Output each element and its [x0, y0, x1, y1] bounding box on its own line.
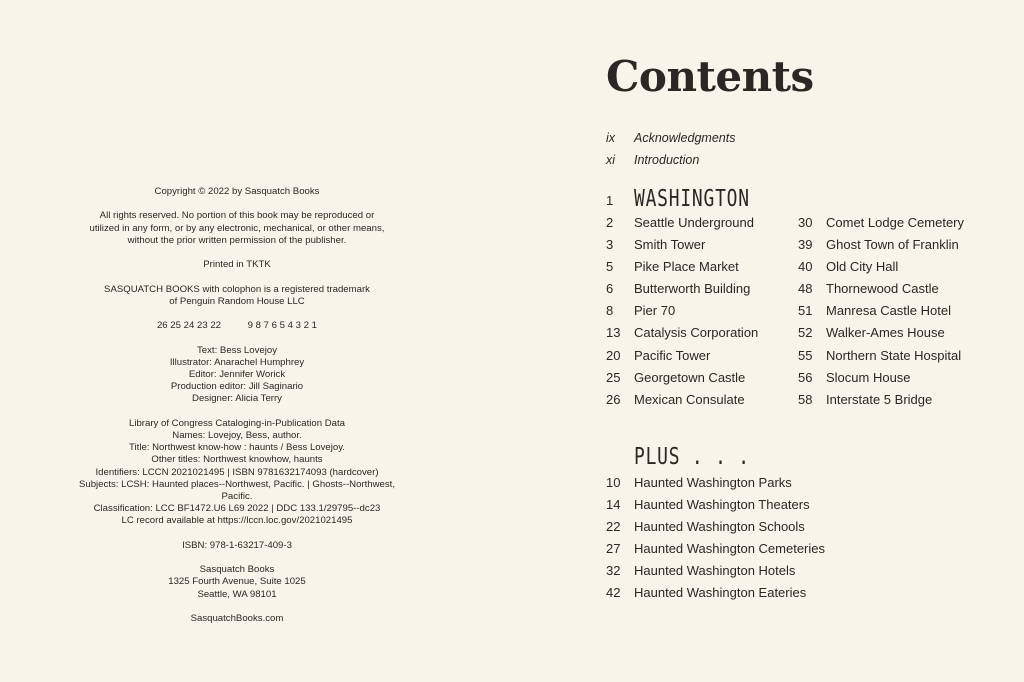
copyright-page	[62, 186, 412, 637]
toc-entry[interactable]	[606, 472, 825, 494]
section-plus	[606, 442, 825, 605]
toc-entry[interactable]	[606, 345, 798, 367]
toc-entry[interactable]	[798, 300, 1008, 322]
toc-entry-title: Seattle Underground	[634, 215, 754, 230]
toc-entry-title: Georgetown Castle	[634, 369, 746, 385]
toc-page-number: 10	[606, 475, 621, 490]
toc-page-number: 40	[798, 259, 813, 275]
toc-entry-title: Acknowledgments	[634, 131, 736, 145]
toc-entry-title: Northern State Hospital	[826, 347, 962, 363]
toc-page-number: ix	[606, 131, 616, 145]
toc-page-number: 55	[798, 347, 813, 363]
toc-page-number: 52	[798, 325, 813, 341]
toc-entry[interactable]	[606, 256, 798, 278]
toc-entry[interactable]	[798, 367, 1008, 389]
toc-entry-title: Comet Lodge Cemetery	[826, 215, 965, 230]
toc-entry-title: Pike Place Market	[634, 259, 739, 275]
toc-page-number: 2	[606, 215, 614, 230]
toc-entry[interactable]	[606, 494, 825, 516]
toc-page-number: 42	[606, 585, 621, 601]
section-heading: PLUS . . .	[634, 444, 750, 470]
credits: Text: Bess Lovejoy Illustrator: Anarachel Humphrey Editor: Jennifer Worick Production editor: Jill Saginario Designer: Alicia Terry	[169, 344, 305, 405]
toc-entry-title: Introduction	[634, 153, 700, 168]
toc-page-number: 51	[798, 303, 813, 319]
toc-entry[interactable]	[606, 516, 825, 538]
toc-entry[interactable]	[606, 300, 798, 322]
toc-entry-title: Thornewood Castle	[826, 281, 939, 297]
section-heading: WASHINGTON	[634, 186, 750, 212]
toc-page-number: 13	[606, 325, 621, 341]
washington-column-1	[606, 212, 798, 411]
toc-page-number: 5	[606, 259, 614, 275]
toc-page-number: 32	[606, 563, 621, 579]
toc-page-number: 25	[606, 369, 621, 385]
toc-entry-title: Haunted Washington Parks	[634, 475, 792, 490]
section-heading-row	[606, 442, 825, 472]
toc-entry-title: Haunted Washington Schools	[634, 519, 805, 535]
toc-entry-title: Smith Tower	[634, 237, 706, 253]
washington-column-2	[798, 212, 1008, 411]
toc-entry[interactable]	[606, 389, 798, 411]
washington-columns	[606, 212, 1008, 411]
toc-entry-title: Ghost Town of Franklin	[826, 237, 959, 253]
toc-entry-title: Pier 70	[634, 303, 676, 319]
isbn: ISBN: 978-1-63217-409-3	[182, 539, 292, 551]
printing-line	[62, 320, 412, 332]
toc-entry-title: Haunted Washington Theaters	[634, 497, 810, 513]
printed-in: Printed in TKTK	[203, 259, 271, 271]
toc-entry[interactable]	[606, 367, 798, 389]
toc-page-number: 3	[606, 237, 614, 253]
toc-entry[interactable]	[606, 149, 735, 171]
toc-entry-title: Old City Hall	[826, 259, 899, 275]
toc-entry[interactable]	[798, 389, 1008, 411]
toc-entry-title: Haunted Washington Eateries	[634, 585, 807, 601]
toc-entry-title: Butterworth Building	[634, 281, 751, 297]
printing-numbers: 9 8 7 6 5 4 3 2 1	[247, 320, 318, 332]
copyright-line: Copyright © 2022 by Sasquatch Books	[154, 186, 320, 197]
toc-entry[interactable]	[798, 256, 1008, 278]
toc-entry[interactable]	[606, 582, 825, 604]
section-washington	[606, 182, 1008, 411]
toc-page-number: 30	[798, 215, 813, 230]
toc-entry[interactable]	[606, 322, 798, 344]
publisher-website: SasquatchBooks.com	[190, 612, 284, 624]
toc-entry[interactable]	[798, 345, 1008, 367]
toc-page-number: 39	[798, 237, 813, 253]
toc-entry[interactable]	[606, 538, 825, 560]
trademark-notice: SASQUATCH BOOKS with colophon is a registered trademark of Penguin Random House LLC	[104, 283, 370, 307]
toc-entry-title: Mexican Consulate	[634, 391, 745, 407]
toc-entry-title: Pacific Tower	[634, 347, 711, 363]
toc-entry-title: Haunted Washington Hotels	[634, 563, 796, 579]
toc-entry[interactable]	[606, 278, 798, 300]
toc-page-number: 48	[798, 281, 813, 297]
toc-page-number: 1	[606, 193, 614, 208]
toc-entry-title: Manresa Castle Hotel	[826, 303, 951, 319]
toc-entry-title: Haunted Washington Cemeteries	[634, 541, 826, 557]
toc-page-number: 14	[606, 497, 621, 513]
toc-page-number: 56	[798, 369, 813, 385]
front-matter-list	[606, 127, 735, 171]
rights-notice: All rights reserved. No portion of this book may be reproduced or utilized in any form, or by any electronic, mechanical, or other means, without the prior written permission of the publisher.	[89, 210, 385, 246]
toc-entry-title: Catalysis Corporation	[634, 325, 759, 341]
printing-years: 26 25 24 23 22	[156, 320, 221, 332]
toc-entry-title: Interstate 5 Bridge	[826, 391, 933, 407]
toc-entry[interactable]	[606, 212, 798, 234]
toc-page-number: 26	[606, 391, 621, 407]
toc-page-number: xi	[606, 153, 616, 168]
section-heading-row[interactable]	[606, 182, 1008, 212]
toc-entry-title: Slocum House	[826, 369, 911, 385]
publisher-address: Sasquatch Books 1325 Fourth Avenue, Suite 1025 Seattle, WA 98101	[168, 564, 306, 600]
toc-entry[interactable]	[606, 234, 798, 256]
toc-entry[interactable]	[798, 322, 1008, 344]
toc-page-number: 20	[606, 347, 621, 363]
toc-page-number: 58	[798, 391, 813, 407]
toc-entry[interactable]	[798, 278, 1008, 300]
toc-entry[interactable]	[798, 212, 1008, 234]
toc-page-number: 8	[606, 303, 614, 319]
cip-data: Library of Congress Cataloging-in-Publication Data Names: Lovejoy, Bess, author. Title: Northwest know-how : haunts / Bess Lovejoy. Other titles: Northwest knowhow, haunts Identifiers: LCCN 2021021495 | ISBN 9781632174093 (hardcover) Subjects: LCSH: Haunted places--Northwest, Pacific. | Ghosts--Northwest, Pacific. Classification: LCC BF1472.U6 L69 2022 | DDC 133.1/29795--dc23 LC record available at https://lccn.loc.gov/2021021495	[78, 417, 395, 527]
toc-entry[interactable]	[798, 234, 1008, 256]
toc-page-number: 6	[606, 281, 614, 297]
toc-page-number: 27	[606, 541, 621, 557]
toc-entry-title: Walker-Ames House	[826, 325, 945, 341]
contents-title: Contents	[606, 52, 814, 101]
toc-entry[interactable]	[606, 127, 735, 149]
toc-entry[interactable]	[606, 560, 825, 582]
toc-page-number: 22	[606, 519, 621, 535]
